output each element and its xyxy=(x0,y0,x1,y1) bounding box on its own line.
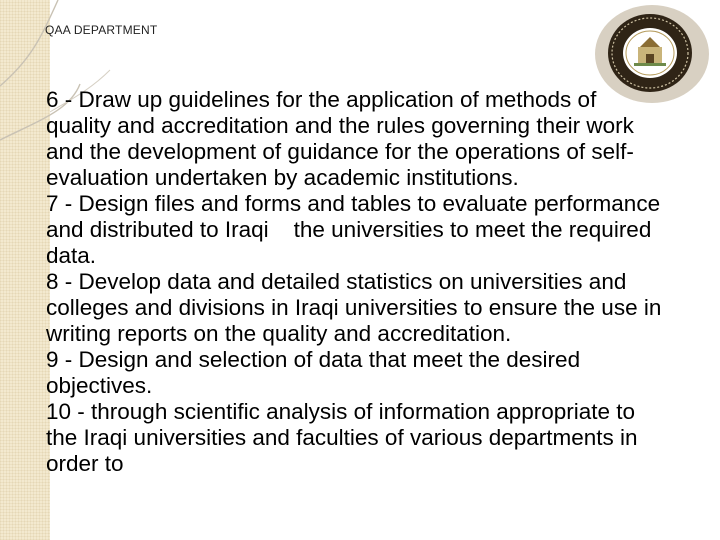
guideline-item-7: 7 - Design files and forms and tables to evaluate performance and distributed to Iraqi the universities to meet the required data. xyxy=(46,191,667,268)
guideline-item-6: 6 - Draw up guidelines for the application of methods of quality and accreditation and the rules governing their work and the development of guidance for the operations of self-evaluation undertaken by academic institutions. xyxy=(46,87,641,190)
department-label: QAA DEPARTMENT xyxy=(45,23,158,37)
guidelines-text xyxy=(46,87,666,477)
guideline-item-8: 8 - Develop data and detailed statistics on universities and colleges and divisions in Iraqi universities to ensure the use in writing reports on the quality and accreditation. xyxy=(46,269,668,346)
guideline-item-9: 9 - Design and selection of data that meet the desired objectives. xyxy=(46,347,587,398)
guideline-item-10: 10 - through scientific analysis of information appropriate to the Iraqi universities and faculties of various departments in order to xyxy=(46,399,644,476)
